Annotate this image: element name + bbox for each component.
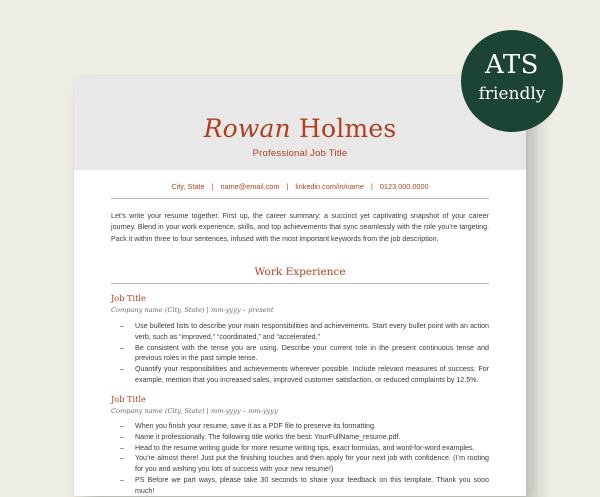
bullet-text: When you finish your resume, save it as a PDF file to preserve its formatting. <box>135 422 376 430</box>
bullet-marker: – <box>120 365 124 374</box>
contact-separator: | <box>286 182 289 191</box>
list-item <box>111 443 489 454</box>
bullet-text: Use bulleted lists to describe your main responsibilities and achievements. Start every bullet point with an action verb, such as “improved,” “coordinated,” and “accelerated.” <box>135 322 489 341</box>
contact-divider <box>111 198 489 199</box>
contact-linkedin: linkedin.com/in/name <box>295 182 364 191</box>
contact-location: City, State <box>171 182 205 191</box>
section-divider <box>111 283 489 284</box>
bullet-marker: – <box>120 454 124 463</box>
bullet-marker: – <box>120 322 124 330</box>
bullet-text: Name it professionally. The following title works the best: YourFullName_resume.pdf. <box>135 432 401 441</box>
section-title-work-experience: Work Experience <box>254 266 346 278</box>
list-item <box>111 343 489 365</box>
list-item <box>111 475 489 497</box>
list-item <box>111 421 489 432</box>
job-title: Job Title <box>111 293 146 303</box>
list-item <box>111 432 489 443</box>
job-meta: Company name (City, State) | mm-yyyy – mm-yyyy <box>111 407 278 415</box>
last-name: Holmes <box>299 114 397 143</box>
list-item <box>111 364 489 386</box>
contact-line <box>74 182 526 191</box>
bullet-text: Be consistent with the tense you are using. Describe your current role in the present continuous tense and previous roles in the past simple tense. <box>135 343 489 363</box>
list-item <box>111 321 489 343</box>
job-bullets <box>111 421 489 497</box>
bullet-text: You’re almost there! Just put the finishing touches and then apply for your next job with confidence. (I’m rooting for you and wishing you lots of success with your new resume!) <box>135 454 489 474</box>
career-summary: Let’s write your resume together. First up, the career summary: a succinct yet captivating snapshot of your career journey. Blend in your work experience, skills, and top achievements that sync seamlessly with the role you’re targeting. Pack it within three to four sentences, infused with the most important keywords from the job description. <box>111 212 489 243</box>
bullet-text: Head to the resume writing guide for more resume writing tips, exact formulas, and word-for-word examples. <box>135 443 475 452</box>
bullet-text: Quantify your responsibilities and achievements wherever possible. Include relevant measures of success. For example, mention that you increased sales, improved customer satisfaction, or reduced complaints by 12.5%. <box>135 365 489 384</box>
ats-friendly-badge <box>461 30 563 132</box>
candidate-name <box>74 114 526 144</box>
contact-email: name@email.com <box>220 182 280 191</box>
resume-page <box>74 76 526 496</box>
badge-line-ats: ATS <box>484 50 539 80</box>
job-meta: Company name (City, State) | mm-yyyy – present <box>111 306 274 314</box>
badge-line-friendly: friendly <box>478 84 546 104</box>
professional-title: Professional Job Title <box>252 148 348 159</box>
contact-separator: | <box>211 182 214 191</box>
bullet-text: PS Before we part ways, please take 30 seconds to share your feedback on this template. Thank you sooo much! <box>135 475 489 495</box>
bullet-marker: – <box>120 443 124 452</box>
contact-separator: | <box>370 182 373 191</box>
bullet-marker: – <box>120 343 124 352</box>
bullet-marker: – <box>120 432 124 441</box>
bullet-marker: – <box>120 475 124 484</box>
job-title: Job Title <box>111 394 146 404</box>
first-name: Rowan <box>203 114 291 143</box>
list-item <box>111 453 489 475</box>
contact-phone: 0123.000.0000 <box>379 182 429 191</box>
bullet-marker: – <box>120 422 124 430</box>
resume-header <box>74 76 526 170</box>
job-bullets <box>111 321 489 386</box>
